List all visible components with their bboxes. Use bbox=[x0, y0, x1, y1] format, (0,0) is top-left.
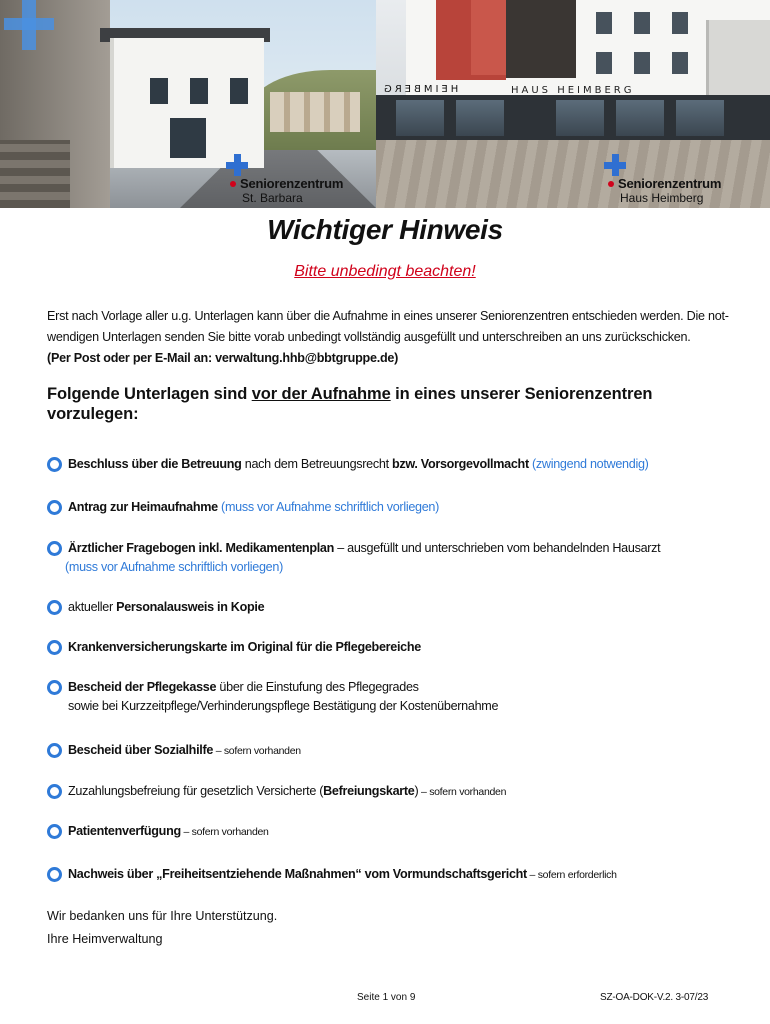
intro-line: wendigen Unterlagen senden Sie bitte vorab unbedingt vollständig ausgefüllt und unterschreiben an uns zurückschicken. bbox=[47, 330, 691, 344]
list-item: Ärztlicher Fragebogen inkl. Medikamentenplan – ausgefüllt und unterschrieben vom behandelnden Hausarzt (muss vor Aufnahme schriftlich vorliegen) bbox=[47, 538, 747, 578]
page-subtitle: Bitte unbedingt beachten! bbox=[294, 263, 476, 280]
circle-bullet-icon bbox=[47, 500, 62, 515]
photo-st-barbara bbox=[0, 0, 376, 208]
circle-bullet-icon bbox=[47, 784, 62, 799]
intro-line: Erst nach Vorlage aller u.g. Unterlagen kann über die Aufnahme in eines unserer Seniorenzentren entschieden werden. Die not- bbox=[47, 309, 729, 323]
building-sign-reflection: HEIMBERG bbox=[381, 84, 459, 95]
page-title: Wichtiger Hinweis bbox=[267, 214, 503, 245]
document-code: SZ-OA-DOK-V.2. 3-07/23 bbox=[600, 992, 709, 1003]
circle-bullet-icon bbox=[47, 541, 62, 556]
plus-logo-icon bbox=[226, 154, 248, 176]
plus-logo-icon bbox=[604, 154, 626, 176]
circle-bullet-icon bbox=[47, 743, 62, 758]
logo-name: Seniorenzentrum bbox=[240, 176, 344, 191]
logo-location: Haus Heimberg bbox=[620, 191, 704, 205]
document-page: Seniorenzentrum St. Barbara HEIMBERG HAUS HEIMBERG Seniorenzentrum Haus Heimberg Wichtiger Hinweis Bitte unbedingt beachten! Erst nach Vorlage aller u.g. Unterlagen kann über die Aufnahme in eines unserer Seniorenzentren entschieden werden. Die not- wendigen Unterlagen senden Sie bitte vorab unbedingt vollständig ausgefüllt und unterschreiben an uns zurückschicken. (Per Post oder per E-Mail an: verwaltung.hhb@bbtgruppe.de) Folgende Unterlagen sind vor der Aufnahme in eines unserer Seniorenzentren vorzulegen: Beschluss über die Betreuung nach dem Betreuungsrecht bzw. Vorsorgevollmacht (zwingend notwendig) Antrag zur Heimaufnahme (muss vor Aufnahme schriftlich vorliegen) Ärztlicher Fragebogen inkl. Medikamentenplan – ausgefüllt und unterschrieben vom behandelnden Hausarzt (muss vor Aufnahme schriftlich vorliegen) aktueller Personalausweis in Kopie Krankenversicherungskarte im Original für die Pflegebereiche Bescheid der Pflegekasse über die Einstufung des Pflegegrades sowie bei Kurzzeitpflege/Verhinderungspflege Bestätigung der Kostenübernahme Bescheid über Sozialhilfe – sofern vorhanden Zuzahlungsbefreiung für gesetzlich Versicherte (Befreiungskarte) – sofern vorhanden Patientenverfügung – sofern vorhanden Nachweis über „Freiheitsentziehende Maßnahmen“ vom Vormundschaftsgericht – sofern erforderlich Wir bedanken uns für Ihre Unterstützung. Ihre Heimverwaltung Seite 1 von 9 SZ-OA-DOK-V.2. 3-07/23 bbox=[0, 0, 770, 1024]
intro-paragraph bbox=[47, 306, 727, 369]
header-photo-banner bbox=[0, 0, 770, 208]
emphasis-underline: vor der Aufnahme bbox=[251, 385, 391, 403]
photo-haus-heimberg bbox=[376, 0, 770, 208]
logo-name: Seniorenzentrum bbox=[618, 176, 722, 191]
contact-info: (Per Post oder per E-Mail an: verwaltung.hhb@bbtgruppe.de) bbox=[47, 351, 399, 365]
building-sign: HAUS HEIMBERG bbox=[511, 85, 635, 96]
logo-haus-heimberg bbox=[604, 154, 744, 206]
circle-bullet-icon bbox=[47, 600, 62, 615]
circle-bullet-icon bbox=[47, 867, 62, 882]
circle-bullet-icon bbox=[47, 457, 62, 472]
circle-bullet-icon bbox=[47, 824, 62, 839]
circle-bullet-icon bbox=[47, 680, 62, 695]
circle-bullet-icon bbox=[47, 640, 62, 655]
list-item: Bescheid der Pflegekasse über die Einstufung des Pflegegrades sowie bei Kurzzeitpflege/Verhinderungspflege Bestätigung der Kostenübernahme bbox=[47, 677, 747, 717]
page-number: Seite 1 von 9 bbox=[357, 992, 416, 1003]
logo-location: St. Barbara bbox=[242, 191, 303, 205]
section-heading: Folgende Unterlagen sind vor der Aufnahme in eines unserer Seniorenzentren vorzulegen: bbox=[47, 385, 653, 423]
logo-st-barbara bbox=[226, 154, 366, 206]
closing-text: Wir bedanken uns für Ihre Unterstützung. Ihre Heimverwaltung bbox=[47, 909, 278, 946]
